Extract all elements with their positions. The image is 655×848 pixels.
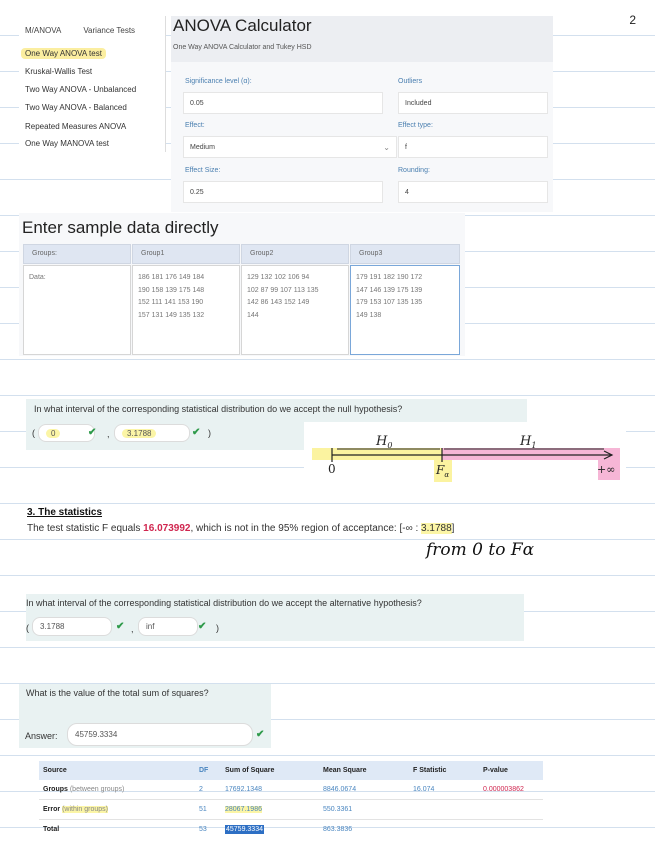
hypothesis-distribution-diagram [304,422,626,486]
chevron-down-icon: ⌄ [383,142,390,152]
null-hypothesis-question-text: In what interval of the corresponding statistical distribution do we accept the null hypothesis? [34,404,403,414]
table-row: Error (within groups) 51 28067.1986 550.3361 [39,800,543,820]
effect-type-select[interactable]: f [398,136,548,158]
alternative-hypothesis-question [26,594,524,641]
check-icon: ✔ [116,621,125,632]
group1-data-textarea[interactable]: 186 181 176 149 184 190 158 139 175 148 152 111 141 153 190 157 131 149 135 132 [132,265,240,355]
groups-label: Groups: [23,244,131,264]
handwritten-note: from 0 to Fα [426,540,535,560]
answer-label: Answer: [25,731,58,741]
table-row: Groups (between groups) 2 17692.1348 8846.0674 16.074 0.000003862 [39,780,543,800]
alternative-hypothesis-question-text: In what interval of the corresponding statistical distribution do we accept the alternative hypothesis? [26,598,422,608]
acceptance-bound: 3.1788 [421,523,452,534]
h0-label: $H_0$ [376,434,393,450]
significance-input[interactable]: 0.05 [183,92,383,114]
effect-label: Effect: [185,122,205,129]
group3-name-input[interactable]: Group3 [350,244,460,264]
header-p-value: P-value [479,761,543,780]
anova-results-table [39,761,543,839]
check-icon: ✔ [256,729,265,740]
effect-size-label: Effect Size: [185,167,221,174]
statistics-title: 3. The statistics [27,507,103,518]
group1-name-input[interactable]: Group1 [132,244,240,264]
page-number: 2 [629,13,636,27]
nav-item-kruskal-wallis[interactable]: Kruskal-Wallis Test [25,67,93,76]
nav-item-one-way-manova[interactable]: One Way MANOVA test [25,139,110,148]
nav-item-repeated-measures[interactable]: Repeated Measures ANOVA [25,122,127,131]
test-nav-panel [19,16,166,152]
sample-data-panel [19,213,465,356]
infinity-label: +∞ [597,463,616,476]
anova-calculator-panel [171,16,553,212]
nav-item-one-way-anova[interactable]: One Way ANOVA test [21,48,106,59]
calculator-subtitle: One Way ANOVA Calculator and Tukey HSD [173,44,312,51]
alt-upper-bound-input[interactable]: inf [138,617,198,636]
header-source: Source [39,761,195,780]
effect-type-label: Effect type: [398,122,433,129]
nav-item-two-way-unbalanced[interactable]: Two Way ANOVA - Unbalanced [25,85,137,94]
null-upper-bound-input[interactable]: 3.1788 [114,424,190,442]
check-icon: ✔ [88,427,97,438]
effect-size-input[interactable]: 0.25 [183,181,383,203]
total-sum-of-squares-question [19,684,271,748]
total-ss-question-text: What is the value of the total sum of squares? [26,688,209,698]
significance-label: Significance level (α): [185,78,252,85]
close-paren: ) [208,428,211,438]
outliers-label: Outliers [398,78,423,85]
distribution-sketch [304,422,626,486]
alt-lower-bound-input[interactable]: 3.1788 [32,617,112,636]
effect-select[interactable]: Medium ⌄ [183,136,397,158]
rounding-label: Rounding: [398,167,430,174]
f-statistic-value: 16.073992 [143,523,191,534]
header-sum-of-square: Sum of Square [221,761,319,780]
tab-manova[interactable]: M/ANOVA [25,26,62,35]
group3-data-textarea[interactable]: 179 191 182 190 172 147 146 139 175 139 179 153 107 135 135 149 138 [350,265,460,355]
group2-name-input[interactable]: Group2 [241,244,349,264]
selected-total-ss[interactable]: 45759.3334 [226,826,263,833]
data-label: Data: [23,265,131,355]
nav-item-two-way-balanced[interactable]: Two Way ANOVA - Balanced [25,103,127,112]
header-f-statistic: F Statistic [409,761,479,780]
table-row: Total 53 45759.3334 863.3836 [43,826,353,833]
null-lower-bound-input[interactable]: 0 [38,424,95,442]
open-paren: ( [32,428,35,438]
h1-label: $H_1$ [520,434,537,450]
comma: , [131,624,134,634]
check-icon: ✔ [192,427,201,438]
header-mean-square: Mean Square [319,761,409,780]
outliers-select[interactable]: Included [398,92,548,114]
f-alpha-label: $F_\alpha$ [436,463,450,479]
sample-data-title: Enter sample data directly [22,218,219,237]
total-ss-answer-input[interactable]: 45759.3334 [67,723,253,746]
tab-variance-tests[interactable]: Variance Tests [83,26,136,35]
rounding-input[interactable]: 4 [398,181,548,203]
header-df: DF [195,761,221,780]
statistics-text: The test statistic F equals 16.073992, which is not in the 95% region of acceptance: [-∞ : 3.1788] [27,523,455,534]
check-icon: ✔ [198,621,207,632]
group2-data-textarea[interactable]: 129 132 102 106 94 102 87 99 107 113 135 142 86 143 152 149 144 [241,265,349,355]
comma: , [107,429,110,439]
close-paren: ) [216,623,219,633]
calculator-title: ANOVA Calculator [173,16,312,35]
zero-label: 0 [328,462,336,476]
open-paren: ( [26,623,29,633]
